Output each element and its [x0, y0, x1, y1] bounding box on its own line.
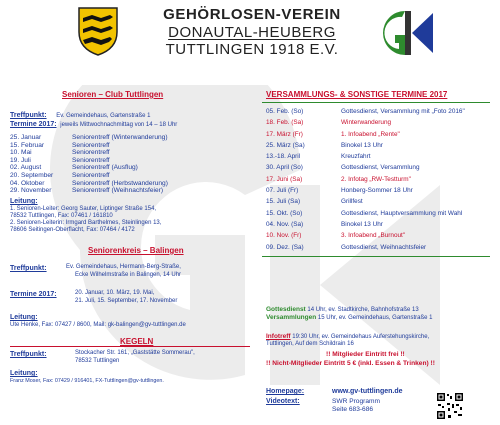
row-date: 15. Juli (Sa) [266, 198, 301, 206]
row-event: Seniorentreff (Ausflug) [72, 164, 138, 172]
seniorenkreis-treffpunkt-2: Ecke Wilhelmstraße in Balingen, 14 Uhr [75, 272, 182, 278]
gottesdienst-label: Gottesdienst [266, 306, 306, 313]
versammlung-row [266, 230, 465, 241]
gv-logo-icon [375, 5, 435, 61]
kegeln-leitung-label: Leitung: [10, 370, 38, 377]
row-event: Gottesdienst, Hauptversammlung mit Wahl [341, 209, 463, 217]
row-event: Binokel 13 Uhr [341, 220, 383, 228]
seniorenkreis-treffpunkt-label: Treffpunkt: [10, 265, 47, 272]
row-event: Gottesdienst, Versammlung mit „Foto 2016" [341, 108, 465, 115]
leitung-1b: 78532 Tuttlingen, Fax: 07461 / 161810 [10, 213, 113, 219]
homepage-label: Homepage: [266, 388, 305, 395]
treffpunkt-value: Ev. Gemeindehaus, Gartenstraße 1 [56, 113, 151, 119]
row-date: 25. Januar [10, 134, 42, 141]
row-date: 05. Feb. (So) [266, 108, 304, 115]
kegeln-treffpunkt-label: Treffpunkt: [10, 351, 47, 358]
row-event: Grillfest [341, 198, 363, 206]
club-name-line3: TUTTLINGEN 1918 E.V. [165, 41, 339, 58]
seniorenkreis-leitung-label: Leitung: [10, 314, 38, 321]
kegeln-leitung-value: Franz Moser, Fax: 07429 / 916401, FX-Tuttlingen@gv-tuttlingen. [10, 378, 164, 384]
senioren-club-row [10, 187, 168, 195]
seniorenkreis-leitung-value: Ute Henke, Fax: 07427 / 8600, Mail: gk-balingen@gv-tuttlingen.de [10, 322, 186, 328]
row-event: 1. Infoabend „Rente" [341, 130, 400, 138]
row-date: 15. Okt. (So) [266, 209, 303, 217]
gottesdienst-value: 14 Uhr, ev. Stadtkirche, Bahnhofstraße 13 [307, 307, 419, 313]
row-date: 02. August [10, 164, 42, 172]
leitung-2b: 78606 Seitingen-Oberflacht, Fax: 07464 / 4172 [10, 227, 135, 233]
termine-value: jeweils Mittwochnachmittag von 14 – 18 Uhr [60, 122, 178, 128]
row-date: 07. Juli (Fr) [266, 187, 299, 195]
gottesdienst-note [266, 306, 419, 314]
club-name-line1: GEHÖRLOSEN-VEREIN [163, 6, 341, 23]
club-name [136, 6, 368, 58]
kegeln-treffpunkt-2: 78532 Tuttlingen [75, 358, 120, 364]
senioren-club-row [10, 172, 168, 180]
leitung-1a: 1. Senioren-Leiter: Georg Sauter, Liptinger Straße 154, [10, 206, 157, 212]
row-event: 2. Infotag „RW-Testturm" [341, 175, 411, 183]
videotext-label: Videotext: [266, 398, 300, 405]
versammlung-row [266, 117, 465, 128]
row-event: Gottesdienst, Weihnachtsfeier [341, 243, 427, 251]
versammlung-row [266, 151, 465, 162]
row-date: 29. November [10, 187, 52, 195]
wuerttemberg-crest-icon [77, 6, 119, 56]
club-name-line2: DONAUTAL-HEUBERG [168, 24, 336, 41]
row-event: Honberg-Sommer 18 Uhr [341, 187, 413, 195]
versammlungen-top-rule [262, 102, 490, 103]
row-date: 18. Feb. (Sa) [266, 119, 304, 127]
infotreff-label: Infotreff [266, 333, 291, 340]
row-date: 13.-18. April [266, 153, 301, 161]
nicht-mitglieder-note: !! Nicht-Mitglieder Eintritt 5 € (inkl. Essen & Trinken) !! [266, 360, 435, 367]
kegeln-title: KEGELN [120, 337, 154, 346]
versammlung-row [266, 208, 465, 219]
row-event: Seniorentreff [72, 149, 110, 157]
row-event: 3. Infoabend „Burnout" [341, 232, 406, 240]
senioren-club-row [10, 142, 168, 150]
row-event: Binokel 13 Uhr [341, 141, 383, 149]
senioren-club-schedule [10, 134, 168, 195]
videotext-row [266, 398, 300, 405]
seniorenkreis-termine-2: 21. Juli, 15. September, 17. November [75, 298, 178, 304]
row-date: 09. Dez. (Sa) [266, 243, 304, 251]
senioren-club-row [10, 157, 168, 165]
kegeln-divider [10, 346, 250, 347]
row-event: Seniorentreff [72, 156, 110, 164]
row-event: Seniorentreff (Weihnachtsfeier) [72, 187, 164, 195]
versammlungen-note [266, 314, 433, 322]
qr-code-icon[interactable] [436, 392, 464, 420]
row-date: 04. Nov. (Sa) [266, 220, 304, 228]
infotreff-1: 19:30 Uhr, ev. Gemeindehaus Auferstehungskirche, [292, 334, 430, 340]
videotext-1: SWR Programm [332, 398, 380, 405]
row-event: Seniorentreff (Winterwanderung) [72, 134, 168, 141]
versammlung-row [266, 174, 465, 185]
row-date: 30. April (So) [266, 164, 303, 172]
versammlung-row [266, 242, 465, 253]
row-date: 20. September [10, 171, 54, 179]
senioren-club-title: Senioren – Club Tuttlingen [62, 90, 164, 99]
homepage-row [266, 388, 304, 395]
row-date: 19. Juli [10, 156, 31, 164]
senioren-club-row [10, 180, 168, 188]
mitglieder-note: !! Mitglieder Eintritt frei !! [326, 351, 405, 358]
row-date: 17. Juni (Sa) [266, 175, 303, 183]
row-date: 10. Mai [10, 149, 32, 157]
row-date: 25. März (Sa) [266, 141, 305, 149]
versammlung-row [266, 219, 465, 230]
senioren-club-treffpunkt [10, 112, 151, 120]
senioren-club-termine [10, 121, 177, 129]
infotreff-2: Tuttlingen, Auf dem Schildrain 16 [266, 341, 354, 347]
versammlung-row [266, 140, 465, 151]
senioren-club-row [10, 134, 168, 142]
leitung-2a: 2. Senioren-Leiterin: Irmgard Barthelmes, Steinlingen 13, [10, 220, 162, 226]
row-date: 15. Februar [10, 141, 45, 149]
senioren-club-leitung-label: Leitung: [10, 198, 38, 205]
seniorenkreis-title: Seniorenkreis – Balingen [88, 246, 184, 255]
homepage-link[interactable]: www.gv-tuttlingen.de [332, 388, 403, 395]
kegeln-treffpunkt-1: Stockacher Str. 161, „Gaststätte Sommerau", [75, 350, 195, 356]
row-event: Seniorentreff (Herbstwanderung) [72, 179, 168, 187]
row-date: 17. März (Fr) [266, 130, 303, 138]
senioren-club-row [10, 149, 168, 157]
row-date: 10. Nov. (Fr) [266, 232, 302, 240]
row-event: Kreuzfahrt [341, 153, 371, 161]
row-event: Winterwanderung [341, 119, 392, 127]
senioren-club-row [10, 164, 168, 172]
row-event: Gottesdienst, Versammlung [341, 164, 420, 172]
row-event: Seniorentreff [72, 141, 110, 149]
versammlungen-schedule [266, 106, 465, 253]
treffpunkt-label: Treffpunkt: [10, 112, 47, 119]
versammlung-row [266, 129, 465, 140]
versammlung-row [266, 106, 465, 117]
videotext-2: Seite 683-686 [332, 406, 374, 413]
versammlung-row [266, 162, 465, 173]
row-event: Seniorentreff [72, 171, 110, 179]
versammlung-row [266, 196, 465, 207]
versammlungen-value: 15 Uhr, ev. Gemeindehaus, Gartenstraße 1 [317, 315, 433, 321]
versammlung-row [266, 185, 465, 196]
versammlungen-title: VERSAMMLUNGS- & SONSTIGE TERMINE 2017 [266, 90, 448, 99]
versammlungen-bottom-rule [262, 256, 490, 257]
seniorenkreis-termine-label: Termine 2017: [10, 291, 57, 298]
row-date: 04. Oktober [10, 179, 45, 187]
seniorenkreis-treffpunkt-1: Ev. Gemeindehaus, Hermann-Berg-Straße, [66, 264, 181, 270]
termine-label: Termine 2017: [10, 121, 57, 128]
seniorenkreis-termine-1: 20. Januar, 10. März, 19. Mai, [75, 290, 155, 296]
infotreff-note [266, 333, 429, 341]
versammlungen-label: Versammlungen [266, 314, 317, 321]
